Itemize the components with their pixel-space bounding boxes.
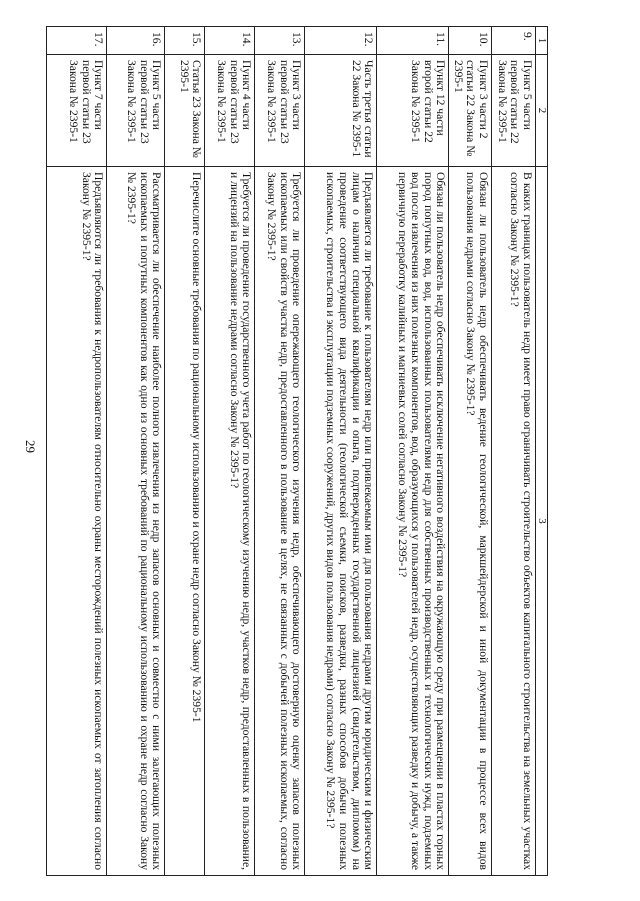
page-number: 29 <box>23 440 38 453</box>
row-number: 17. <box>47 27 107 55</box>
row-number: 11. <box>377 27 449 55</box>
row-number: 10. <box>449 27 492 55</box>
row-number: 12. <box>305 27 377 55</box>
row-question: В каких границах пользователь недр имеет право ограничивать строительство объектов капитального строительства на земельных участках согласно Закону № 2395-1? <box>492 167 536 876</box>
table-row <box>47 27 107 876</box>
row-article: Пункт 3 части 2 статьи 22 Закона № 2395-1 <box>449 55 492 167</box>
table-row <box>255 27 305 876</box>
header-row <box>536 27 548 876</box>
table-row <box>492 27 536 876</box>
row-question: Рассматривается ли обеспечение наиболее полного извлечения из недр запасов основных и совместно с ними залегающих полезных ископаемых и попутных компонентов как одно из основных требований по рациональному использованию и охране недр согласно Закону № 2395-1? <box>107 167 165 876</box>
row-number: 13. <box>255 27 305 55</box>
table-row <box>449 27 492 876</box>
row-article: Часть третья статьи 22 Закона № 2395-1 <box>305 55 377 167</box>
row-question: Предъявляются ли требования к недропользователям относительно охраны месторождений полезных ископаемых от затопления согласно Закону № 2395-1? <box>47 167 107 876</box>
row-number: 14. <box>205 27 255 55</box>
row-question: Требуется ли проведение опережающего геологического изучения недр, обеспечивающего достоверную оценку запасов полезных ископаемых или свойств участка недр, предоставленного в пользование в целях, не связанных с добычей полезных ископаемых, согласно Закону № 2395-1? <box>255 167 305 876</box>
row-number: 15. <box>165 27 205 55</box>
row-article: Пункт 5 части первой статьи 23 Закона № 2395-1 <box>107 55 165 167</box>
row-question: Обязан ли пользователь недр обеспечивать ведение геологической, маркшейдерской и иной документации в процессе всех видов пользования недрами согласно Закону № 2395-1? <box>449 167 492 876</box>
row-number: 9. <box>492 27 536 55</box>
table-row <box>205 27 255 876</box>
table-row <box>305 27 377 876</box>
header-cell-question: 3 <box>536 167 548 876</box>
requirements-table <box>46 26 548 876</box>
row-article: Пункт 12 части второй статьи 22 Закона № 2395-1 <box>377 55 449 167</box>
table-row <box>165 27 205 876</box>
row-number: 16. <box>107 27 165 55</box>
header-cell-number: 1 <box>536 27 548 55</box>
row-article: Пункт 7 части первой статьи 23 Закона № 2395-1 <box>47 55 107 167</box>
table-row <box>377 27 449 876</box>
row-question: Предъявляется ли требование к пользователям недр или привлекаемым ими для пользования недрами другим юридическим и физическим лицам о наличии специальной квалификации и опыта, подтвержденных государственной лицензией (свидетельством, дипломом) на проведение соответствующего вида деятельности (геологической съемки, поисков, разведки, разных способов добычи полезных ископаемых, строительства и эксплуатации подземных сооружений, других видов пользования недрами) согласно Закону № 2395-1? <box>305 167 377 876</box>
row-question: Требуется ли проведение государственного учета работ по геологическому изучению недр, участков недр, предоставленных в пользование, и лицензий на пользование недрами согласно Закону № 2395-1? <box>205 167 255 876</box>
row-article: Статья 23 Закона № 2395-1 <box>165 55 205 167</box>
row-question: Перечислите основные требования по рациональному использованию и охране недр согласно Закону № 2395-1 <box>165 167 205 876</box>
row-article: Пункт 5 части первой статьи 22 Закона № 2395-1 <box>492 55 536 167</box>
table-row <box>107 27 165 876</box>
row-question: Обязан ли пользователь недр обеспечивать исключение негативного воздействия на окружающую среду при размещении в пластах горных пород попутных вод, вод, использованных пользователями недр для собственных производственных и технологических нужд, подземных вод после извлечения из них полезных компонентов, вод, образующихся у пользователей недр, осуществляющих разведку и добычу, а также первичную переработку калийных и магниевых солей согласно Закону № 2395-1? <box>377 167 449 876</box>
header-cell-article: 2 <box>536 55 548 167</box>
row-article: Пункт 4 части первой статьи 23 Закона № 2395-1 <box>205 55 255 167</box>
row-article: Пункт 3 части первой статьи 23 Закона № 2395-1 <box>255 55 305 167</box>
